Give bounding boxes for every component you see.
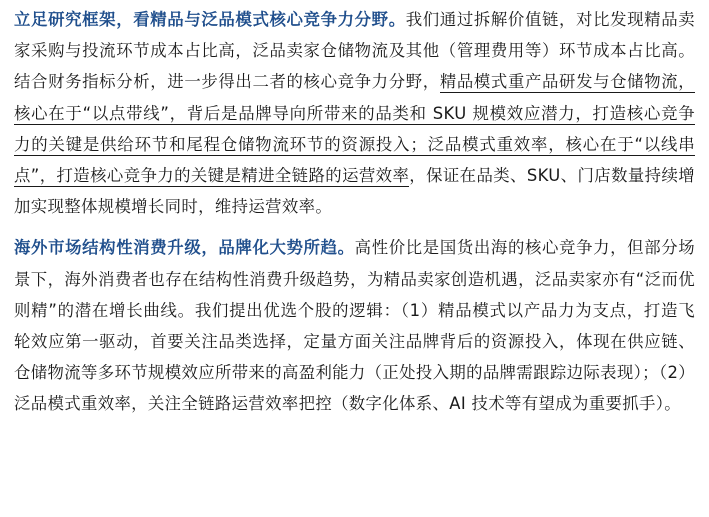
paragraph-research-framework — [14, 4, 695, 222]
paragraph-2-text: 高性价比是国货出海的核心竞争力，但部分场景下，海外消费者也存在结构性消费升级趋势，为精品卖家创造机遇，泛品卖家亦有“泛而优则精”的潜在增长曲线。我们提出优选个股的逻辑：（1）精品模式以产品力为支点，打造飞轮效应第一驱动，首要关注品类选择，定量方面关注品牌背后的资源投入，体现在供应链、仓储物流等多环节规模效应所带来的高盈利能力（正处投入期的品牌需跟踪边际表现）；（2）泛品模式重效率，关注全链路运营效率把控（数字化体系、AI 技术等有望成为重要抓手）。 — [14, 238, 696, 414]
paragraph-1-text-b: ，保证在品类、SKU、门店数量持续增加实现整体规模增长同时，维持运营效率。 — [14, 166, 695, 217]
paragraph-2-lead: 海外市场结构性消费升级，品牌化大势所趋。 — [14, 238, 355, 258]
paragraph-1-lead: 立足研究框架，看精品与泛品模式核心竞争力分野。 — [14, 10, 406, 29]
paragraph-overseas-market — [14, 232, 695, 419]
paragraph-1-underlined-text: 精品模式重产品研发与仓储物流，核心在于“以点带线”，背后是品牌导向所带来的品类和 SKU 规模效应潜力，打造核心竞争力的关键是供给环节和尾程仓储物流环节的资源投入；泛品模式重效率，核心在于“以线串点”，打造核心竞争力的关键是精进全链路的运营效率 — [14, 72, 696, 186]
paragraph-1-text-a: 我们通过拆解价值链，对比发现精品卖家采购与投流环节成本占比高，泛品卖家仓储物流及其他（管理费用等）环节成本占比高。结合财务指标分析，进一步得出二者的核心竞争力分野， — [14, 10, 695, 92]
